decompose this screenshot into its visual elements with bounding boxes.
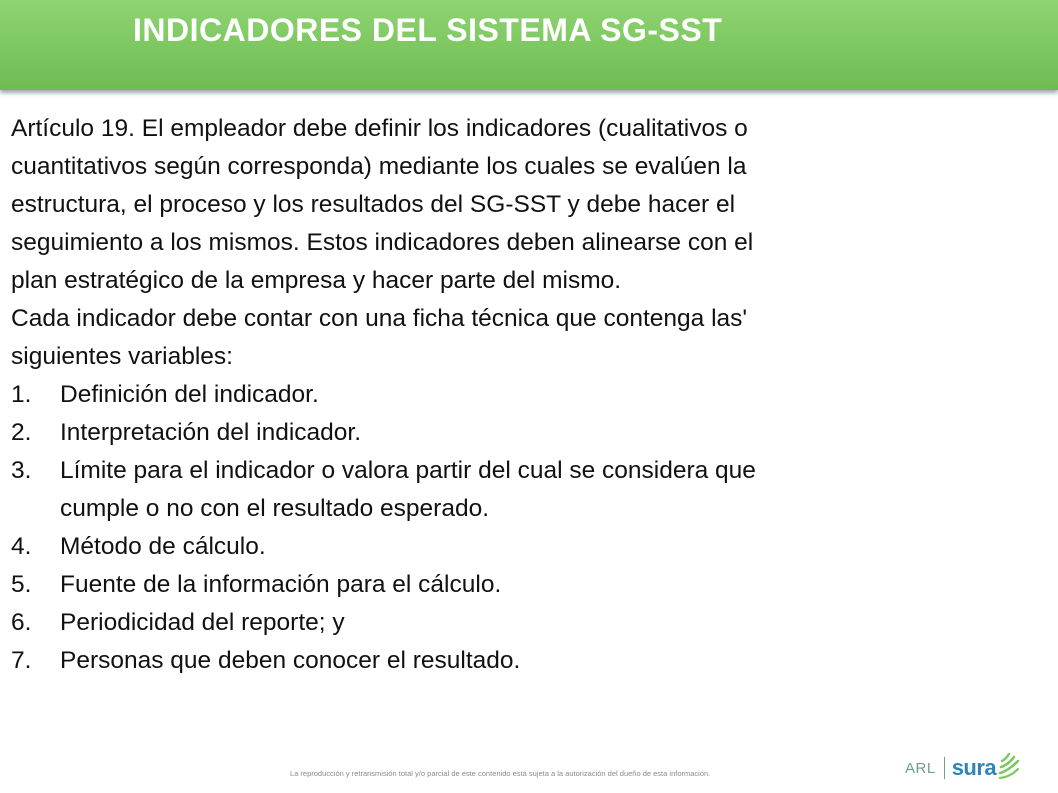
article-content — [11, 110, 1046, 680]
copyright-notice: La reproducción y retransmisión total y/o parcial de este contenido está sujeta a la autorización del dueño de esta información. — [290, 769, 711, 778]
paragraph-line: seguimiento a los mismos. Estos indicadores deben alinearse con el — [11, 229, 754, 256]
page-title: INDICADORES DEL SISTEMA SG-SST — [133, 12, 723, 48]
list-item-text: cumple o no con el resultado esperado. — [60, 495, 490, 522]
paragraph-line: plan estratégico de la empresa y hacer parte del mismo. — [11, 267, 622, 294]
list-item-text: Definición del indicador. — [60, 381, 319, 408]
list-item — [11, 414, 1046, 452]
logo-divider — [944, 757, 945, 779]
list-item-number: 4. — [11, 533, 32, 560]
list-item — [11, 528, 1046, 566]
paragraph-line: cuantitativos según corresponda) mediante los cuales se evalúen la — [11, 153, 747, 180]
variables-list — [11, 376, 1046, 680]
list-item — [11, 376, 1046, 414]
paragraph-line: Artículo 19. El empleador debe definir los indicadores (cualitativos o — [11, 115, 748, 142]
list-item — [11, 566, 1046, 604]
list-item-number: 1. — [11, 381, 32, 408]
paragraph-line: estructura, el proceso y los resultados del SG-SST y debe hacer el — [11, 191, 736, 218]
list-item — [11, 452, 1046, 528]
sura-leaf-icon — [998, 753, 1020, 784]
logo-brand-text: sura — [951, 755, 997, 780]
list-item — [11, 642, 1046, 680]
paragraph-line: Cada indicador debe contar con una ficha técnica que contenga las' — [11, 305, 748, 332]
list-item-text-block — [60, 452, 1046, 528]
list-item-text: Método de cálculo. — [60, 533, 266, 560]
list-item-number: 2. — [11, 419, 32, 446]
variables-intro-paragraph — [11, 300, 1046, 376]
paragraph-line: siguientes variables: — [11, 343, 233, 370]
list-item-number: 7. — [11, 647, 32, 674]
header-band — [0, 0, 1058, 90]
arl-sura-logo — [905, 752, 1020, 784]
list-item-number: 6. — [11, 609, 32, 636]
list-item-text: Interpretación del indicador. — [60, 419, 361, 446]
list-item-text: Fuente de la información para el cálculo. — [60, 571, 502, 598]
article-paragraph — [11, 110, 1046, 300]
list-item-number: 5. — [11, 571, 32, 598]
list-item-text: Límite para el indicador o valora partir del cual se considera que — [60, 457, 756, 484]
list-item-number: 3. — [11, 457, 32, 484]
list-item-text: Personas que deben conocer el resultado. — [60, 647, 521, 674]
list-item — [11, 604, 1046, 642]
list-item-text: Periodicidad del reporte; y — [60, 609, 345, 636]
logo-arl-text: ARL — [905, 759, 936, 777]
